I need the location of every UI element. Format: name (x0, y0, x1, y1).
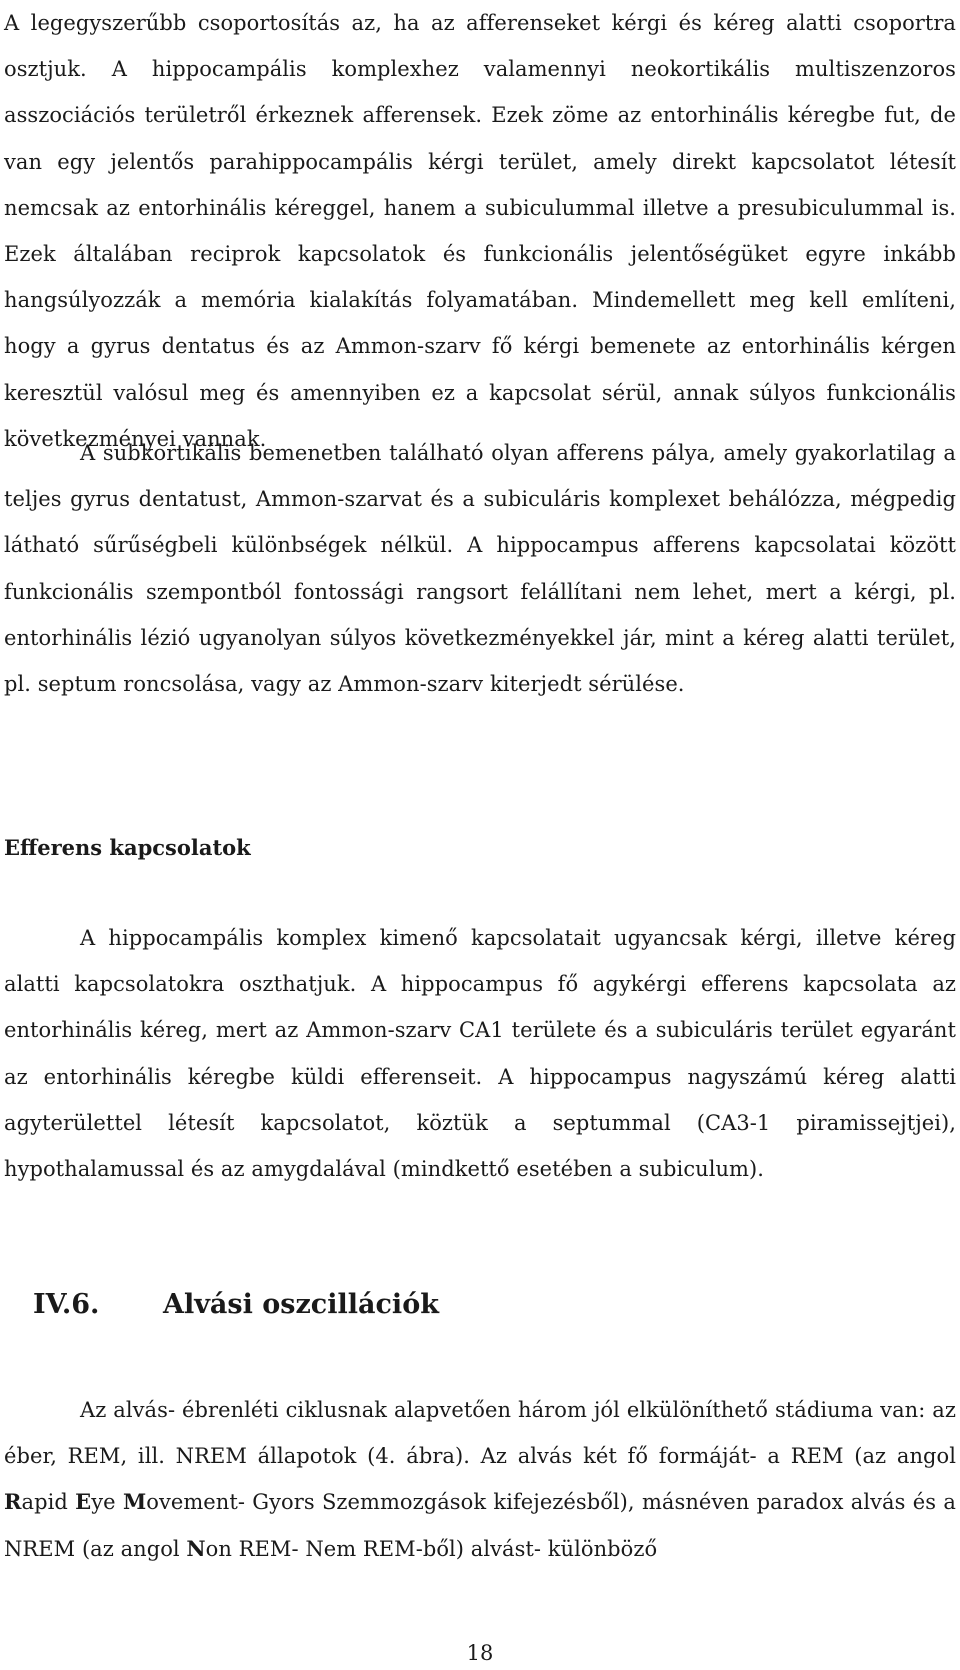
alvas-text-b: apid (21, 1490, 76, 1515)
alvas-text-d: ovement- Gyors Szemmozgások kifejezésből), másnéven paradox alvás és a NREM (az angol (4, 1490, 956, 1561)
alvas-text-a: Az alvás- ébrenléti ciklusnak alapvetően három jól elkülöníthető stádiuma van: az éber, REM, ill. NREM állapotok (4. ábra). Az alvás két fő formáját- a REM (az angol (4, 1398, 956, 1469)
alvas-text-c: ye (91, 1490, 123, 1515)
section-number: IV.6. (33, 1289, 100, 1320)
paragraph-efferens (4, 915, 956, 1192)
paragraph-efferens-text: A hippocampális komplex kimenő kapcsolatait ugyancsak kérgi, illetve kéreg alatti kapcsolatokra oszthatjuk. A hippocampus fő agykérgi efferens kapcsolata az entorhinális kéreg, mert az Ammon-szarv CA1 területe és a subiculáris terület egyaránt az entorhinális kéregbe küldi efferenseit. A hippocampus nagyszámú kéreg alatti agyterülettel létesít kapcsolatot, köztük a septummal (CA3-1 piramissejtjei), hypothalamussal és az amygdalával (mindkettő esetében a subiculum). (4, 926, 956, 1182)
heading-efferens-kapcsolatok: Efferens kapcsolatok (4, 835, 251, 860)
alvas-bold-r: R (4, 1489, 22, 1515)
alvas-bold-m: M (122, 1489, 147, 1515)
alvas-text-f: on REM- Nem REM-ből) alvást- különböző (205, 1536, 658, 1561)
paragraph-afferens-intro (4, 0, 956, 462)
paragraph-subkortikalis (4, 430, 956, 707)
paragraph-alvas (4, 1387, 956, 1572)
page-number: 18 (466, 1641, 494, 1665)
alvas-bold-n: N (186, 1535, 206, 1561)
alvas-bold-e: E (75, 1489, 92, 1515)
paragraph-subkortikalis-text: A subkortikális bemenetben található olyan afferens pálya, amely gyakorlatilag a teljes gyrus dentatust, Ammon-szarvat és a subiculáris komplexet behálózza, mégpedig látható sűrűségbeli különbségek nélkül. A hippocampus afferens kapcsolatai között funkcionális szempontból fontossági rangsort felállítani nem lehet, mert a kérgi, pl. entorhinális lézió ugyanolyan súlyos következményekkel jár, mint a kéreg alatti terület, pl. septum roncsolása, vagy az Ammon-szarv kiterjedt sérülése. (4, 441, 956, 697)
paragraph-afferens-intro-text: A legegyszerűbb csoportosítás az, ha az afferenseket kérgi és kéreg alatti csoportra osztjuk. A hippocampális komplexhez valamennyi neokortikális multiszenzoros asszociációs területről érkeznek afferensek. Ezek zöme az entorhinális kéregbe fut, de van egy jelentős parahippocampális kérgi terület, amely direkt kapcsolatot létesít nemcsak az entorhinális kéreggel, hanem a subiculummal illetve a presubiculummal is. Ezek általában reciprok kapcsolatok és funkcionális jelentőségüket egyre inkább hangsúlyozzák a memória kialakítás folyamatában. Mindemellett meg kell említeni, hogy a gyrus dentatus és az Ammon-szarv fő kérgi bemenete az entorhinális kérgen keresztül valósul meg és amennyiben ez a kapcsolat sérül, annak súlyos funkcionális következményei vannak. (4, 11, 956, 451)
section-title: Alvási oszcillációk (163, 1289, 439, 1320)
